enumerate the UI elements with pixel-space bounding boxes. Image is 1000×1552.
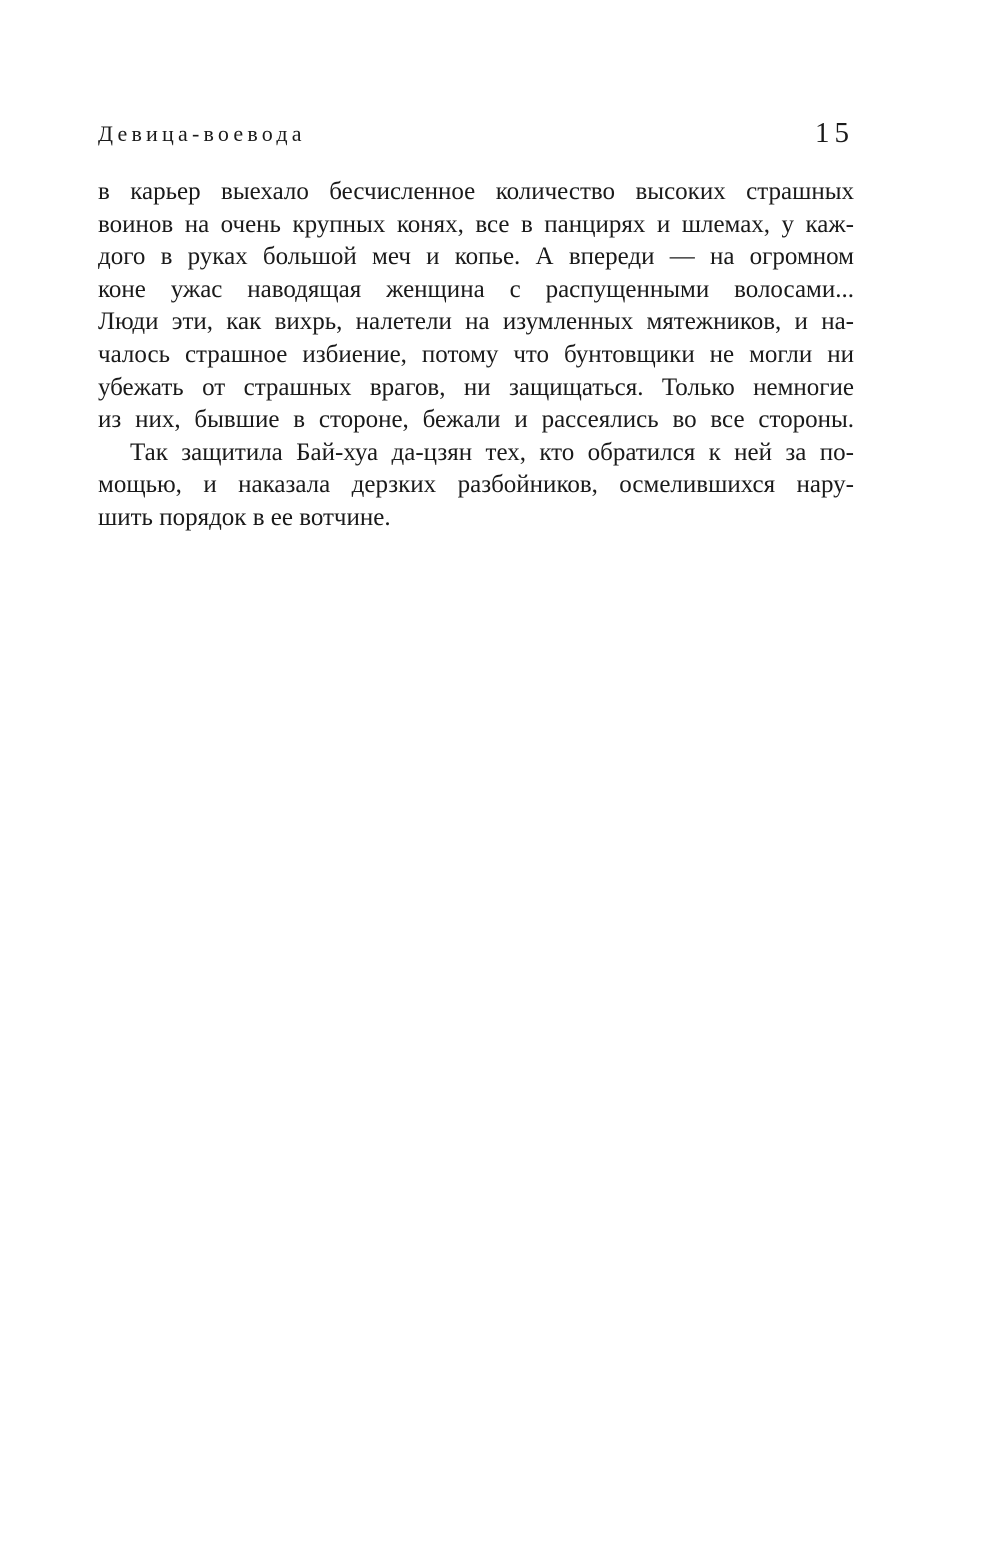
text-line: коне ужас наводящая женщина с распущенными волосами... <box>98 275 854 303</box>
text-line: убежать от страшных врагов, ни защищаться. Только немногие <box>98 373 854 401</box>
paragraph-1 <box>98 176 854 437</box>
text-line: дого в руках большой меч и копье. А впереди — на огромном <box>98 243 854 271</box>
text-line: чалось страшное избиение, потому что бунтовщики не могли ни <box>98 340 854 368</box>
text-line: Так защитила Бай-хуа да-цзян тех, кто обратился к ней за по- <box>130 438 854 466</box>
text-line: Люди эти, как вихрь, налетели на изумленных мятежников, и на- <box>98 308 854 336</box>
text-line: в карьер выехало бесчисленное количество высоких страшных <box>98 178 854 205</box>
running-title: Девица-воевода <box>98 121 306 146</box>
text-line: шить порядок в ее вотчине. <box>98 503 391 531</box>
text-line: воинов на очень крупных конях, все в панцирях и шлемах, у каж- <box>98 210 854 238</box>
text-line: из них, бывшие в стороне, бежали и рассеялись во все стороны. <box>98 406 854 434</box>
page-number: 15 <box>815 117 854 149</box>
paragraph-2 <box>98 437 854 535</box>
body-text <box>98 176 854 535</box>
running-head <box>98 116 854 152</box>
text-line: мощью, и наказала дерзких разбойников, осмелившихся нару- <box>98 471 854 499</box>
